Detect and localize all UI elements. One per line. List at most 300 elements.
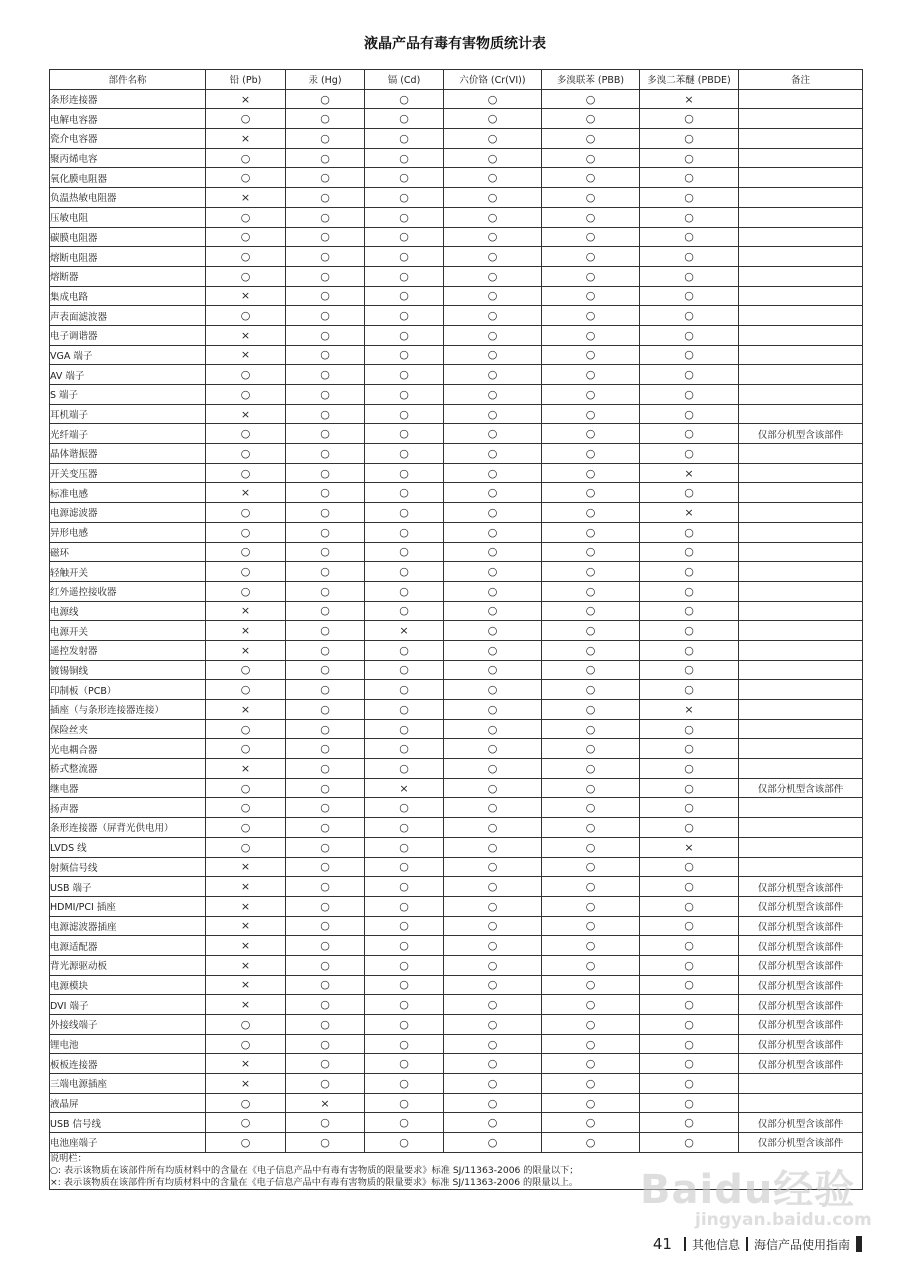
substance-mark-cell: ○ (640, 601, 739, 621)
substance-mark-cell: ○ (640, 916, 739, 936)
substance-mark-cell: × (206, 995, 286, 1015)
substance-mark-cell: ○ (206, 1034, 286, 1054)
table-row (50, 1054, 863, 1074)
substance-mark-cell: ○ (286, 995, 365, 1015)
substance-mark-cell: ○ (542, 857, 640, 877)
part-name-cell: 扬声器 (50, 798, 206, 818)
footer-divider (746, 1237, 748, 1251)
substance-mark-cell: ○ (286, 719, 365, 739)
table-row (50, 247, 863, 267)
note-cell (739, 1074, 863, 1094)
substance-mark-cell: ○ (444, 1054, 542, 1074)
substance-mark-cell: ○ (206, 1093, 286, 1113)
legend-circle-text: ○: 表示该物质在该部件所有均质材料中的含量在《电子信息产品中有毒有害物质的限量要求》标准 SJ/11363-2006 的限量以下； (50, 1164, 579, 1176)
substance-mark-cell: ○ (542, 916, 640, 936)
part-name-cell: 开关变压器 (50, 463, 206, 483)
substance-mark-cell: × (206, 975, 286, 995)
part-name-cell: 插座（与条形连接器连接） (50, 700, 206, 720)
substance-mark-cell: ○ (365, 522, 444, 542)
substance-mark-cell: ○ (206, 1015, 286, 1035)
substance-mark-cell: × (640, 89, 739, 109)
substance-mark-cell: ○ (365, 129, 444, 149)
note-cell (739, 227, 863, 247)
table-row (50, 109, 863, 129)
substance-mark-cell: ○ (286, 739, 365, 759)
part-name-cell: 镀锡铜线 (50, 660, 206, 680)
table-row (50, 936, 863, 956)
substance-mark-cell: ○ (640, 483, 739, 503)
part-name-cell: 条形连接器 (50, 89, 206, 109)
substance-mark-cell: ○ (444, 463, 542, 483)
substance-mark-cell: ○ (640, 778, 739, 798)
table-row (50, 759, 863, 779)
substance-mark-cell: ○ (365, 542, 444, 562)
note-cell: 仅部分机型含该部件 (739, 1054, 863, 1074)
substance-mark-cell: ○ (444, 1133, 542, 1153)
substance-mark-cell: ○ (286, 837, 365, 857)
note-cell: 仅部分机型含该部件 (739, 1015, 863, 1035)
substance-mark-cell: ○ (365, 404, 444, 424)
note-cell: 仅部分机型含该部件 (739, 1133, 863, 1153)
substance-mark-cell: ○ (444, 818, 542, 838)
table-row (50, 207, 863, 227)
note-cell (739, 404, 863, 424)
substance-mark-cell: ○ (365, 444, 444, 464)
substance-mark-cell: ○ (286, 640, 365, 660)
substance-mark-cell: ○ (365, 896, 444, 916)
substance-mark-cell: ○ (444, 1093, 542, 1113)
note-cell (739, 306, 863, 326)
substance-mark-cell: ○ (444, 444, 542, 464)
part-name-cell: 液晶屏 (50, 1093, 206, 1113)
substance-mark-cell: ○ (365, 759, 444, 779)
substance-mark-cell: ○ (286, 89, 365, 109)
substance-mark-cell: ○ (542, 424, 640, 444)
substance-mark-cell: ○ (286, 660, 365, 680)
table-row (50, 562, 863, 582)
part-name-cell: 负温热敏电阻器 (50, 188, 206, 208)
substance-mark-cell: ○ (640, 542, 739, 562)
substance-mark-cell: ○ (542, 522, 640, 542)
substance-mark-cell: ○ (640, 1074, 739, 1094)
substance-mark-cell: ○ (286, 227, 365, 247)
header-cadmium: 镉 (Cd) (365, 70, 444, 90)
footer-end-block (856, 1236, 862, 1252)
substance-mark-cell: ○ (365, 837, 444, 857)
table-row (50, 483, 863, 503)
note-cell: 仅部分机型含该部件 (739, 936, 863, 956)
part-name-cell: 电源适配器 (50, 936, 206, 956)
substance-mark-cell: ○ (286, 759, 365, 779)
table-row (50, 286, 863, 306)
table-row (50, 975, 863, 995)
substance-mark-cell: ○ (444, 700, 542, 720)
substance-mark-cell: ○ (640, 168, 739, 188)
baidu-watermark-url: jingyan.baidu.com (695, 1210, 872, 1230)
substance-mark-cell: ○ (365, 168, 444, 188)
note-cell (739, 444, 863, 464)
substance-mark-cell: ○ (206, 778, 286, 798)
substance-mark-cell: × (206, 286, 286, 306)
substance-mark-cell: ○ (542, 247, 640, 267)
part-name-cell: 桥式整流器 (50, 759, 206, 779)
note-cell (739, 483, 863, 503)
part-name-cell: 碳膜电阻器 (50, 227, 206, 247)
part-name-cell: 电源模块 (50, 975, 206, 995)
substance-mark-cell: ○ (286, 542, 365, 562)
substance-mark-cell: ○ (444, 365, 542, 385)
substance-mark-cell: ○ (365, 995, 444, 1015)
substance-mark-cell: ○ (444, 857, 542, 877)
part-name-cell: 条形连接器（屏背光供电用） (50, 818, 206, 838)
table-row (50, 1074, 863, 1094)
substance-mark-cell: × (640, 503, 739, 523)
part-name-cell: LVDS 线 (50, 837, 206, 857)
note-cell (739, 640, 863, 660)
substance-mark-cell: ○ (206, 424, 286, 444)
part-name-cell: 电解电容器 (50, 109, 206, 129)
substance-mark-cell: ○ (542, 719, 640, 739)
part-name-cell: 外接线端子 (50, 1015, 206, 1035)
table-row (50, 325, 863, 345)
substance-mark-cell: ○ (365, 581, 444, 601)
substance-mark-cell: ○ (365, 286, 444, 306)
part-name-cell: 耳机端子 (50, 404, 206, 424)
substance-mark-cell: ○ (444, 739, 542, 759)
substance-mark-cell: ○ (365, 916, 444, 936)
substance-mark-cell: ○ (542, 444, 640, 464)
substance-mark-cell: ○ (286, 916, 365, 936)
substance-mark-cell: ○ (640, 306, 739, 326)
substance-mark-cell: ○ (640, 1054, 739, 1074)
substance-mark-cell: ○ (444, 896, 542, 916)
substance-mark-cell: ○ (542, 503, 640, 523)
table-row (50, 404, 863, 424)
substance-mark-cell: ○ (444, 542, 542, 562)
substance-mark-cell: × (365, 621, 444, 641)
note-cell (739, 345, 863, 365)
table-row (50, 877, 863, 897)
substance-mark-cell: ○ (542, 1074, 640, 1094)
table-row (50, 1034, 863, 1054)
substance-mark-cell: ○ (286, 621, 365, 641)
table-row (50, 463, 863, 483)
substance-mark-cell: ○ (444, 385, 542, 405)
substance-mark-cell: ○ (444, 148, 542, 168)
substance-mark-cell: ○ (286, 896, 365, 916)
substance-mark-cell: ○ (444, 89, 542, 109)
substance-mark-cell: ○ (206, 207, 286, 227)
substance-mark-cell: ○ (444, 1074, 542, 1094)
note-cell (739, 660, 863, 680)
substance-mark-cell: ○ (365, 266, 444, 286)
substance-mark-cell: ○ (444, 227, 542, 247)
substance-mark-cell: ○ (640, 345, 739, 365)
note-cell: 仅部分机型含该部件 (739, 995, 863, 1015)
substance-mark-cell: ○ (365, 365, 444, 385)
substance-mark-cell: × (206, 877, 286, 897)
substance-mark-cell: ○ (542, 207, 640, 227)
note-cell (739, 365, 863, 385)
note-cell (739, 601, 863, 621)
substance-mark-cell: ○ (444, 975, 542, 995)
part-name-cell: 继电器 (50, 778, 206, 798)
substance-mark-cell: ○ (286, 424, 365, 444)
part-name-cell: 声表面滤波器 (50, 306, 206, 326)
substance-mark-cell: ○ (206, 444, 286, 464)
substance-mark-cell: ○ (542, 286, 640, 306)
note-cell (739, 719, 863, 739)
part-name-cell: AV 端子 (50, 365, 206, 385)
part-name-cell: 晶体谐振器 (50, 444, 206, 464)
table-row (50, 818, 863, 838)
substance-mark-cell: ○ (640, 896, 739, 916)
substance-mark-cell: ○ (286, 700, 365, 720)
note-cell (739, 542, 863, 562)
note-cell (739, 266, 863, 286)
substance-mark-cell: ○ (206, 798, 286, 818)
substance-mark-cell: ○ (444, 778, 542, 798)
table-row (50, 798, 863, 818)
substance-mark-cell: ○ (542, 975, 640, 995)
substance-mark-cell: ○ (444, 581, 542, 601)
part-name-cell: 遥控发射器 (50, 640, 206, 660)
table-row (50, 1093, 863, 1113)
part-name-cell: 光电耦合器 (50, 739, 206, 759)
substance-mark-cell: ○ (444, 759, 542, 779)
substance-mark-cell: ○ (365, 601, 444, 621)
substance-mark-cell: ○ (640, 680, 739, 700)
part-name-cell: 光纤端子 (50, 424, 206, 444)
substance-mark-cell: × (206, 129, 286, 149)
table-row (50, 522, 863, 542)
part-name-cell: HDMI/PCI 插座 (50, 896, 206, 916)
substance-mark-cell: ○ (286, 463, 365, 483)
substance-mark-cell: ○ (286, 1133, 365, 1153)
substance-mark-cell: ○ (444, 680, 542, 700)
table-row (50, 1015, 863, 1035)
part-name-cell: USB 端子 (50, 877, 206, 897)
part-name-cell: 压敏电阻 (50, 207, 206, 227)
substance-mark-cell: ○ (444, 798, 542, 818)
table-row (50, 89, 863, 109)
substance-mark-cell: ○ (444, 345, 542, 365)
substance-mark-cell: ○ (542, 1133, 640, 1153)
header-lead: 铅 (Pb) (206, 70, 286, 90)
substance-mark-cell: ○ (542, 306, 640, 326)
substance-mark-cell: ○ (206, 818, 286, 838)
substance-mark-cell: ○ (206, 365, 286, 385)
substance-mark-cell: ○ (286, 207, 365, 227)
substance-mark-cell: ○ (444, 503, 542, 523)
table-row (50, 168, 863, 188)
substance-mark-cell: ○ (286, 325, 365, 345)
substance-mark-cell: ○ (365, 640, 444, 660)
substance-mark-cell: ○ (640, 1015, 739, 1035)
header-pbde: 多溴二苯醚 (PBDE) (640, 70, 739, 90)
table-row (50, 778, 863, 798)
substance-mark-cell: × (365, 778, 444, 798)
substance-mark-cell: ○ (542, 1034, 640, 1054)
table-row (50, 306, 863, 326)
substance-mark-cell: ○ (286, 188, 365, 208)
table-row (50, 227, 863, 247)
substance-mark-cell: × (206, 1074, 286, 1094)
substance-mark-cell: ○ (542, 601, 640, 621)
table-row (50, 148, 863, 168)
note-cell (739, 621, 863, 641)
table-row (50, 424, 863, 444)
substance-mark-cell: ○ (444, 424, 542, 444)
substance-mark-cell: ○ (444, 660, 542, 680)
substance-mark-cell: ○ (640, 1034, 739, 1054)
substance-mark-cell: ○ (444, 129, 542, 149)
page-number: 41 (652, 1235, 672, 1253)
substance-mark-cell: ○ (286, 798, 365, 818)
substance-mark-cell: ○ (365, 975, 444, 995)
part-name-cell: 异形电感 (50, 522, 206, 542)
substance-mark-cell: ○ (444, 522, 542, 542)
substance-mark-cell: ○ (640, 660, 739, 680)
substance-mark-cell: × (206, 621, 286, 641)
substance-mark-cell: ○ (206, 581, 286, 601)
substance-mark-cell: × (206, 640, 286, 660)
substance-mark-cell: ○ (640, 818, 739, 838)
substance-mark-cell: ○ (444, 266, 542, 286)
substance-mark-cell: ○ (365, 188, 444, 208)
substance-mark-cell: ○ (206, 1133, 286, 1153)
note-cell: 仅部分机型含该部件 (739, 916, 863, 936)
substance-mark-cell: ○ (206, 562, 286, 582)
substance-mark-cell: ○ (444, 1113, 542, 1133)
substance-mark-cell: ○ (640, 188, 739, 208)
header-chromium: 六价铬 (Cr(VI)) (444, 70, 542, 90)
substance-mark-cell: ○ (444, 404, 542, 424)
substance-mark-cell: ○ (640, 365, 739, 385)
table-row (50, 857, 863, 877)
note-cell (739, 385, 863, 405)
footer-divider (684, 1237, 686, 1251)
substance-mark-cell: ○ (365, 700, 444, 720)
part-name-cell: 聚丙烯电容 (50, 148, 206, 168)
substance-mark-cell: ○ (206, 227, 286, 247)
substance-mark-cell: ○ (444, 325, 542, 345)
substance-mark-cell: ○ (444, 955, 542, 975)
header-note: 备注 (739, 70, 863, 90)
table-row (50, 739, 863, 759)
substance-mark-cell: ○ (206, 385, 286, 405)
header-pbb: 多溴联苯 (PBB) (542, 70, 640, 90)
substance-mark-cell: ○ (286, 581, 365, 601)
table-row (50, 266, 863, 286)
table-row (50, 640, 863, 660)
part-name-cell: DVI 端子 (50, 995, 206, 1015)
substance-mark-cell: ○ (542, 109, 640, 129)
substance-mark-cell: ○ (542, 700, 640, 720)
substance-mark-cell: ○ (206, 719, 286, 739)
note-cell: 仅部分机型含该部件 (739, 1113, 863, 1133)
substance-mark-cell: ○ (365, 857, 444, 877)
table-row (50, 660, 863, 680)
substance-mark-cell: ○ (286, 148, 365, 168)
substance-mark-cell: ○ (444, 601, 542, 621)
substance-mark-cell: ○ (542, 680, 640, 700)
substance-mark-cell: ○ (640, 719, 739, 739)
note-cell: 仅部分机型含该部件 (739, 975, 863, 995)
substance-mark-cell: ○ (542, 345, 640, 365)
substance-mark-cell: ○ (286, 1113, 365, 1133)
table-row (50, 385, 863, 405)
substance-mark-cell: ○ (206, 266, 286, 286)
substance-mark-cell: ○ (640, 207, 739, 227)
substance-mark-cell: ○ (542, 877, 640, 897)
substance-mark-cell: ○ (444, 640, 542, 660)
part-name-cell: 电子调谐器 (50, 325, 206, 345)
substance-mark-cell: ○ (286, 1074, 365, 1094)
part-name-cell: 电源滤波器插座 (50, 916, 206, 936)
substance-mark-cell: × (206, 483, 286, 503)
substance-mark-cell: ○ (286, 1034, 365, 1054)
substance-mark-cell: ○ (542, 1054, 640, 1074)
substance-mark-cell: ○ (365, 955, 444, 975)
part-name-cell: USB 信号线 (50, 1113, 206, 1133)
part-name-cell: S 端子 (50, 385, 206, 405)
substance-mark-cell: ○ (444, 188, 542, 208)
part-name-cell: 磁环 (50, 542, 206, 562)
substance-mark-cell: ○ (640, 1113, 739, 1133)
substance-mark-cell: × (206, 325, 286, 345)
substance-mark-cell: × (206, 857, 286, 877)
substance-mark-cell: ○ (206, 739, 286, 759)
substance-mark-cell: ○ (286, 109, 365, 129)
substance-mark-cell: ○ (542, 188, 640, 208)
note-cell: 仅部分机型含该部件 (739, 877, 863, 897)
note-cell (739, 168, 863, 188)
note-cell (739, 562, 863, 582)
substance-mark-cell: ○ (640, 581, 739, 601)
substance-mark-cell: ○ (206, 148, 286, 168)
substance-mark-cell: ○ (365, 936, 444, 956)
page-title: 液晶产品有毒有害物质统计表 (364, 36, 546, 52)
substance-mark-cell: ○ (286, 1054, 365, 1074)
substance-mark-cell: ○ (444, 837, 542, 857)
substance-mark-cell: ○ (640, 1093, 739, 1113)
note-cell (739, 1093, 863, 1113)
substance-mark-cell: ○ (286, 601, 365, 621)
part-name-cell: 电源线 (50, 601, 206, 621)
substance-mark-cell: ○ (542, 896, 640, 916)
note-cell (739, 89, 863, 109)
note-cell (739, 759, 863, 779)
part-name-cell: 背光源驱动板 (50, 955, 206, 975)
substance-mark-cell: ○ (206, 247, 286, 267)
substance-mark-cell: ○ (365, 109, 444, 129)
substance-mark-cell: × (206, 188, 286, 208)
substance-mark-cell: ○ (365, 1093, 444, 1113)
table-row (50, 444, 863, 464)
substance-mark-cell: ○ (640, 1133, 739, 1153)
substance-mark-cell: ○ (286, 168, 365, 188)
substance-mark-cell: ○ (286, 266, 365, 286)
substance-mark-cell: ○ (542, 266, 640, 286)
note-cell (739, 503, 863, 523)
note-cell (739, 286, 863, 306)
part-name-cell: 瓷介电容器 (50, 129, 206, 149)
substance-mark-cell: ○ (286, 247, 365, 267)
substance-mark-cell: ○ (365, 562, 444, 582)
table-row (50, 601, 863, 621)
substance-mark-cell: ○ (542, 837, 640, 857)
